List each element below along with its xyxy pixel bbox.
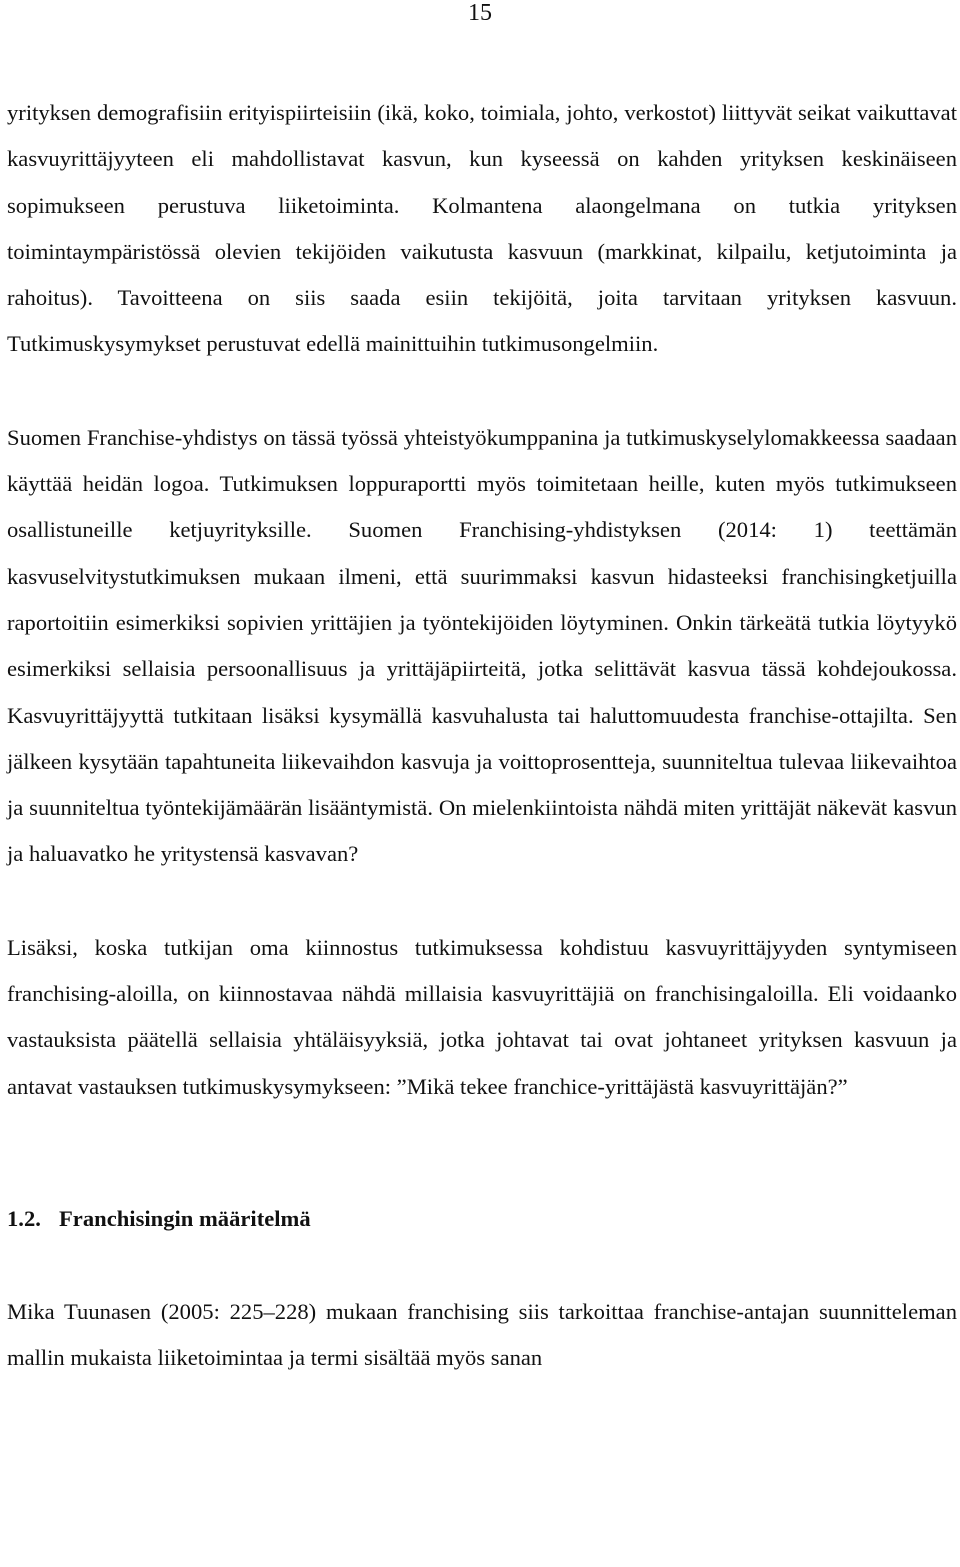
paragraph-definition: Mika Tuunasen (2005: 225–228) mukaan franchising siis tarkoittaa franchise-antajan suunnitteleman mallin mukaista liiketoimintaa ja termi sisältää myös sanan: [7, 1298, 957, 1371]
section-heading: [7, 1196, 957, 1242]
page-content: [7, 90, 957, 1382]
page-number: 15: [468, 0, 492, 26]
paragraph-research-problems: yrityksen demografisiin erityispiirteisiin (ikä, koko, toimiala, johto, verkostot) liittyvät seikat vaikuttavat kasvuyrittäjyyteen eli mahdollistavat kasvun, kun kyseessä on kahden yrityksen keskinäiseen sopimukseen perustuva liiketoiminta. Kolmantena alaongelmana on tutkia yrityksen toimintaympäristössä olevien tekijöiden vaikutusta kasvuun (markkinat, kilpailu, ketjutoiminta ja rahoitus). Tavoitteena on siis saada esiin tekijöitä, joita tarvitaan yrityksen kasvuun. Tutkimuskysymykset perustuvat edellä mainittuihin tutkimusongelmiin.: [7, 100, 957, 357]
section-title: Franchisingin määritelmä: [59, 1205, 311, 1231]
paragraph-research-question: Lisäksi, koska tutkijan oma kiinnostus tutkimuksessa kohdistuu kasvuyrittäjyyden syntymiseen franchising-aloilla, on kiinnostavaa nähdä millaisia kasvuyrittäjiä on franchisingaloilla. Eli voidaanko vastauksista päätellä sellaisia yhtäläisyyksiä, jotka johtavat tai ovat johtaneet yrityksen kasvuun ja antavat vastauksen tutkimuskysymykseen: ”Mikä tekee franchice-yrittäjästä kasvuyrittäjän?”: [7, 934, 957, 1099]
paragraph-franchise-association: Suomen Franchise-yhdistys on tässä työssä yhteistyökumppanina ja tutkimuskyselylomakkeessa saadaan käyttää heidän logoa. Tutkimuksen loppuraportti myös toimitetaan heille, kuten myös tutkimukseen osallistuneille ketjuyrityksille. Suomen Franchising-yhdistyksen (2014: 1) teettämän kasvuselvitystutkimuksen mukaan ilmeni, että suurimmaksi kasvun hidasteeksi franchisingketjuilla raportoitiin esimerkiksi sopivien yrittäjien ja työntekijöiden löytyminen. Onkin tärkeätä tutkia löytyykö esimerkiksi sellaisia persoonallisuus ja yrittäjäpiirteitä, jotka selittävät kasvua tässä kohdejoukossa. Kasvuyrittäjyyttä tutkitaan lisäksi kysymällä kasvuhalusta tai haluttomuudesta franchise-ottajilta. Sen jälkeen kysytään tapahtuneita liikevaihdon kasvuja ja voittoprosentteja, suunniteltua tulevaa liikevaihtoa ja suunniteltua työntekijämäärän lisääntymistä. On mielenkiintoista nähdä miten yrittäjät näkevät kasvun ja haluavatko he yritystensä kasvavan?: [7, 424, 957, 867]
section-number: 1.2.: [7, 1205, 41, 1231]
